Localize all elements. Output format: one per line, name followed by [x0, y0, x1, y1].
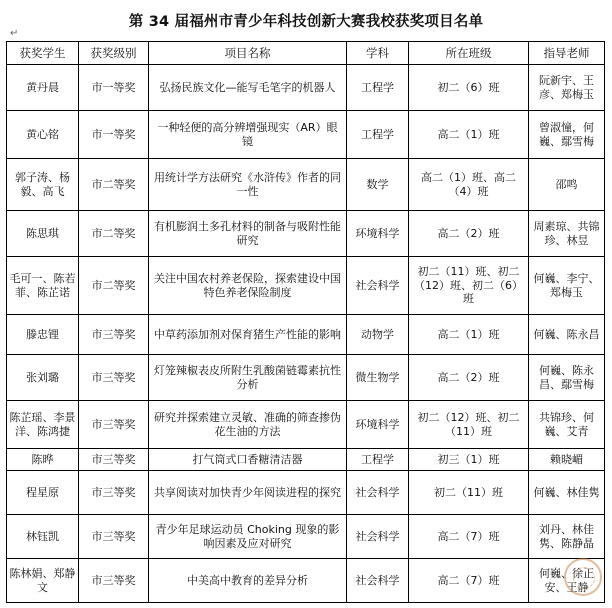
- teacher-cell: 曾淑憧，何巍、鄢雪梅: [529, 111, 605, 159]
- teacher-cell: 何巍、林佳隽: [529, 471, 605, 515]
- subject-cell: 社会科学: [347, 559, 409, 603]
- header-project: 项目名称: [149, 42, 347, 65]
- project-cell: 一种轻便的高分辨增强现实（AR）眼镜: [149, 111, 347, 159]
- table-row: [7, 449, 605, 471]
- project-cell: 中美高中教育的差异分析: [149, 559, 347, 603]
- level-cell: 市二等奖: [79, 257, 149, 315]
- teacher-cell: 刘丹、林佳隽、陈静晶: [529, 515, 605, 559]
- project-cell: 青少年足球运动员 Choking 现象的影响因素及应对研究: [149, 515, 347, 559]
- subject-cell: 环境科学: [347, 211, 409, 257]
- student-cell: 毛可一、陈若菲、陈芷诺: [7, 257, 79, 315]
- table-row: [7, 65, 605, 111]
- project-cell: 有机膨润土多孔材料的制备与吸附性能研究: [149, 211, 347, 257]
- student-cell: 陈晔: [7, 449, 79, 471]
- subject-cell: 社会科学: [347, 257, 409, 315]
- project-cell: 用统计学方法研究《水浒传》作者的同一性: [149, 159, 347, 211]
- subject-cell: 工程学: [347, 449, 409, 471]
- level-cell: 市一等奖: [79, 111, 149, 159]
- level-cell: 市三等奖: [79, 515, 149, 559]
- table-header-row: [7, 42, 605, 65]
- level-cell: 市二等奖: [79, 159, 149, 211]
- teacher-cell: 邵鸣: [529, 159, 605, 211]
- table-row: [7, 315, 605, 355]
- table-row: [7, 559, 605, 603]
- student-cell: 黄丹晨: [7, 65, 79, 111]
- student-cell: 陈思琪: [7, 211, 79, 257]
- level-cell: 市三等奖: [79, 471, 149, 515]
- header-level: 获奖级别: [79, 42, 149, 65]
- award-table: [6, 41, 605, 603]
- teacher-cell: 何巍、陈永昌、鄢雪梅: [529, 355, 605, 401]
- subject-cell: 社会科学: [347, 515, 409, 559]
- table-row: [7, 355, 605, 401]
- class-cell: 初二（12）班、初二（11）班: [409, 401, 529, 449]
- header-class: 所在班级: [409, 42, 529, 65]
- header-subject: 学科: [347, 42, 409, 65]
- table-row: [7, 471, 605, 515]
- project-cell: 中草药添加剂对保育猪生产性能的影响: [149, 315, 347, 355]
- student-cell: 程星原: [7, 471, 79, 515]
- level-cell: 市三等奖: [79, 315, 149, 355]
- teacher-cell: 何巍、徐正安、王静: [529, 559, 605, 603]
- paragraph-mark: ↵: [10, 28, 19, 39]
- header-teachers: 指导老师: [529, 42, 605, 65]
- student-cell: 滕忠锂: [7, 315, 79, 355]
- teacher-cell: 共锦珍、何巍、艾青: [529, 401, 605, 449]
- class-cell: 高二（7）班: [409, 559, 529, 603]
- class-cell: 初二（11）班: [409, 471, 529, 515]
- table-row: [7, 401, 605, 449]
- level-cell: 市一等奖: [79, 65, 149, 111]
- table-row: [7, 159, 605, 211]
- watermark-seal: [564, 558, 602, 596]
- class-cell: 初二（6）班: [409, 65, 529, 111]
- student-cell: 郭子涛、杨毅、高飞: [7, 159, 79, 211]
- project-cell: 弘扬民族文化—能写毛笔字的机器人: [149, 65, 347, 111]
- subject-cell: 动物学: [347, 315, 409, 355]
- teacher-cell: 何巍、陈永昌: [529, 315, 605, 355]
- level-cell: 市二等奖: [79, 211, 149, 257]
- level-cell: 市三等奖: [79, 559, 149, 603]
- project-cell: 灯笼辣椒表皮所附生乳酸菌链霉素抗性分析: [149, 355, 347, 401]
- student-cell: 林钰凯: [7, 515, 79, 559]
- teacher-cell: 阮新宇、王彦、郑梅玉: [529, 65, 605, 111]
- class-cell: 初二（11）班、初二（12）班、初二（6）班: [409, 257, 529, 315]
- level-cell: 市三等奖: [79, 355, 149, 401]
- table-row: [7, 111, 605, 159]
- student-cell: 张刘璐: [7, 355, 79, 401]
- document-title: 第 34 届福州市青少年科技创新大赛我校获奖项目名单: [128, 14, 484, 30]
- level-cell: 市三等奖: [79, 401, 149, 449]
- class-cell: 高二（2）班: [409, 355, 529, 401]
- project-cell: 打气筒式口香糖清洁器: [149, 449, 347, 471]
- class-cell: 高二（1）班: [409, 111, 529, 159]
- subject-cell: 工程学: [347, 111, 409, 159]
- level-cell: 市三等奖: [79, 449, 149, 471]
- teacher-cell: 赖晓嵋: [529, 449, 605, 471]
- class-cell: 高二（7）班: [409, 515, 529, 559]
- teacher-cell: 周素琼、共锦珍、林昱: [529, 211, 605, 257]
- student-cell: 黄心铭: [7, 111, 79, 159]
- subject-cell: 微生物学: [347, 355, 409, 401]
- award-table-body: [7, 65, 605, 603]
- class-cell: 初三（1）班: [409, 449, 529, 471]
- table-row: [7, 211, 605, 257]
- project-cell: 关注中国农村养老保险，探索建设中国特色养老保险制度: [149, 257, 347, 315]
- student-cell: 陈林娟、郑静文: [7, 559, 79, 603]
- class-cell: 高二（2）班: [409, 211, 529, 257]
- class-cell: 高二（1）班、高二（4）班: [409, 159, 529, 211]
- table-row: [7, 515, 605, 559]
- subject-cell: 环境科学: [347, 401, 409, 449]
- student-cell: 陈芷瑶、李景洋、陈鸿捷: [7, 401, 79, 449]
- table-row: [7, 257, 605, 315]
- project-cell: 共享阅读对加快青少年阅读进程的探究: [149, 471, 347, 515]
- subject-cell: 工程学: [347, 65, 409, 111]
- subject-cell: 数学: [347, 159, 409, 211]
- header-students: 获奖学生: [7, 42, 79, 65]
- project-cell: 研究并探索建立灵敏、准确的筛查掺伪花生油的方法: [149, 401, 347, 449]
- class-cell: 高二（1）班: [409, 315, 529, 355]
- subject-cell: 社会科学: [347, 471, 409, 515]
- teacher-cell: 何巍、李宁、郑梅玉: [529, 257, 605, 315]
